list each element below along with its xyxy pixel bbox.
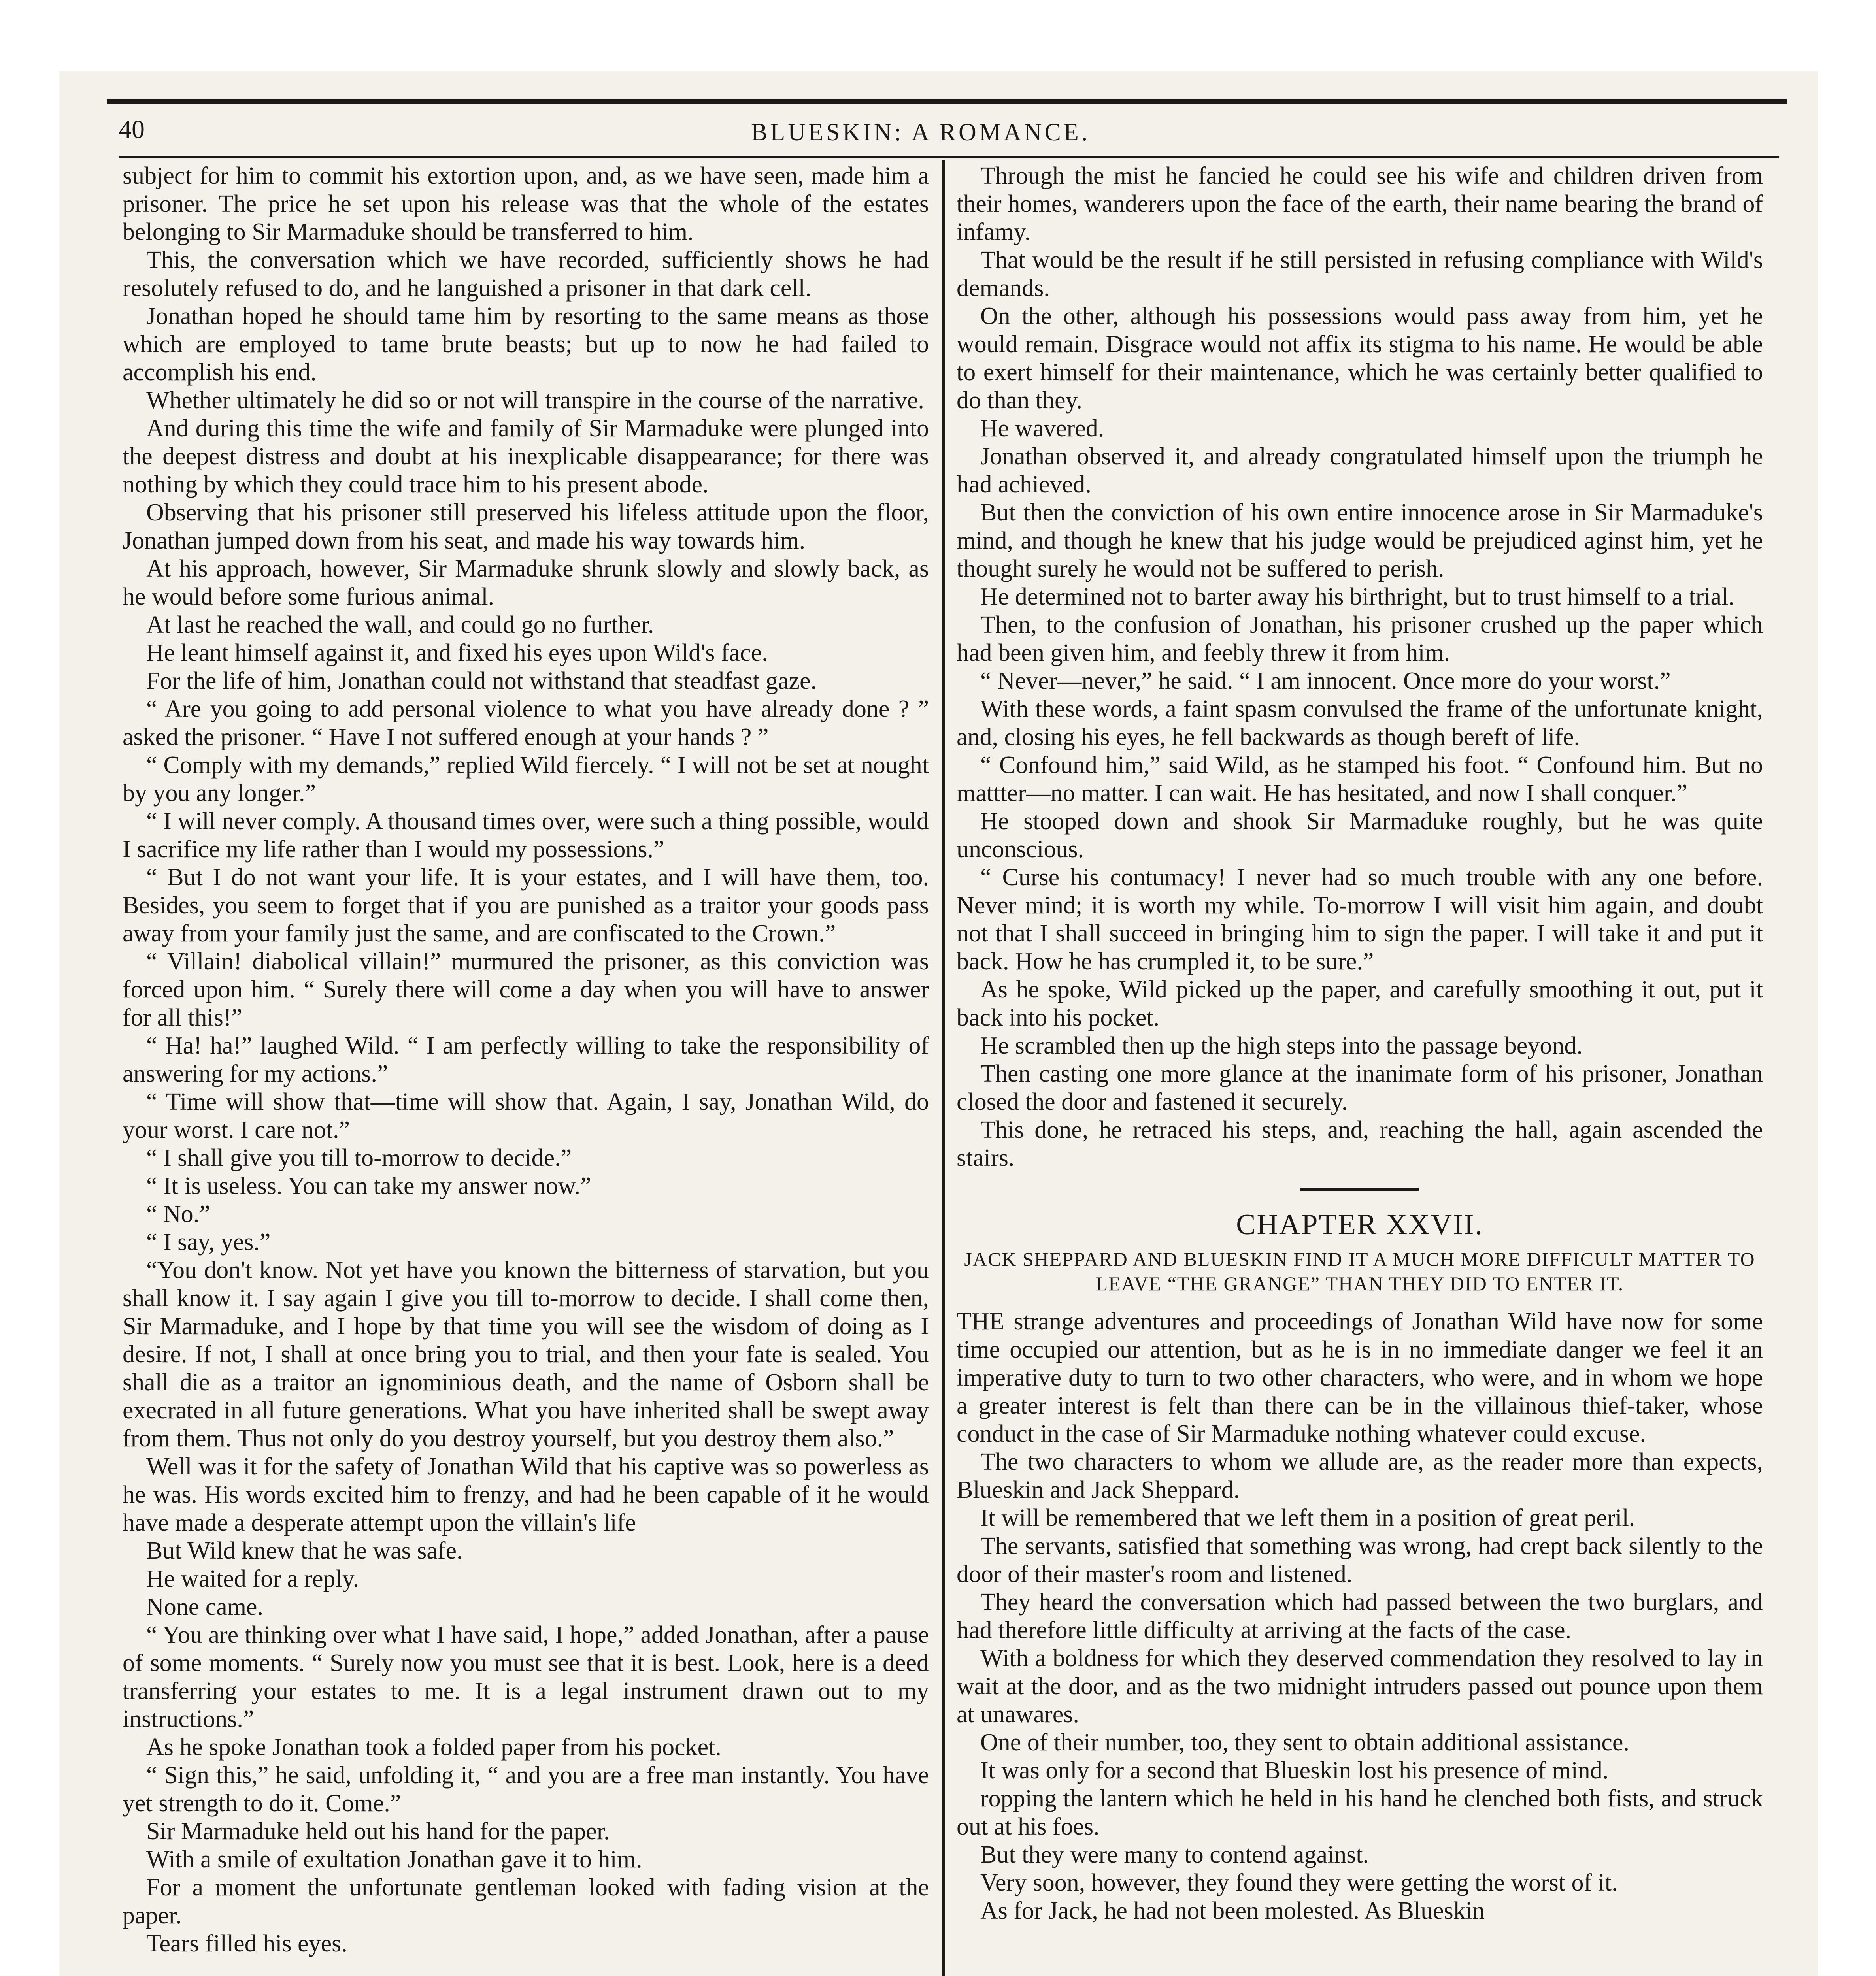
paragraph: “ Never—never,” he said. “ I am innocent. Once more do your worst.” [980, 667, 1671, 694]
paragraph: On the other, although his possessions would pass away from him, yet he would remain. Disgrace would not affix its stigma to his name. He would be able to exert himself for their maintenance, which he was certainly better qualified to do than they. [957, 303, 1763, 414]
right-column [957, 162, 1763, 1925]
paragraph: For a moment the unfortunate gentleman looked with fading vision at the paper. [123, 1874, 929, 1929]
running-title: BLUESKIN: A ROMANCE. [751, 119, 1091, 146]
left-column [123, 162, 929, 1958]
paragraph: Very soon, however, they found they were getting the worst of it. [980, 1869, 1618, 1896]
paragraph: “You don't know. Not yet have you known the bitterness of starvation, but you shall know it. I say again I give you till to-morrow to decide. I shall come then, Sir Marmaduke, and I hope by that time you will see the wisdom of doing as I desire. If not, I shall at once bring you to trial, and then your fate is sealed. You shall die as a traitor an ignominious death, and the name of Osborn shall be execrated in all future generations. What you have inherited shall be swept away from them. Thus not only do you destroy yourself, but you destroy them also.” [123, 1257, 929, 1452]
paragraph: Tears filled his eyes. [146, 1930, 347, 1957]
paragraph: But Wild knew that he was safe. [146, 1537, 463, 1564]
paragraph: Then casting one more glance at the inanimate form of his prisoner, Jonathan closed the door and fastened it securely. [957, 1060, 1763, 1115]
paragraph: Jonathan hoped he should tame him by resorting to the same means as those which are employed to tame brute beasts; but up to now he had failed to accomplish his end. [123, 303, 929, 386]
paragraph: Observing that his prisoner still preserved his lifeless attitude upon the floor, Jonathan jumped down from his seat, and made his way towards him. [123, 499, 929, 554]
right-column-top [957, 162, 1763, 1172]
paragraph: As he spoke, Wild picked up the paper, and carefully smoothing it out, put it back into his pocket. [957, 976, 1763, 1031]
paragraph: He wavered. [980, 415, 1104, 442]
page-number: 40 [119, 115, 145, 144]
paragraph: Sir Marmaduke held out his hand for the paper. [146, 1818, 610, 1845]
paragraph: “ Confound him,” said Wild, as he stamped his foot. “ Confound him. But no mattter—no matter. I can wait. He has hesitated, and now I shall conquer.” [957, 752, 1763, 807]
paragraph: Through the mist he fancied he could see his wife and children driven from their homes, wanderers upon the face of the earth, their name bearing the brand of infamy. [957, 162, 1763, 245]
paragraph: “ You are thinking over what I have said, I hope,” added Jonathan, after a pause of some moments. “ Surely now you must see that it is best. Look, here is a deed transferring your estates to me. It is a legal instrument drawn out to my instructions.” [123, 1622, 929, 1733]
paragraph: He determined not to barter away his birthright, but to trust himself to a trial. [980, 583, 1734, 610]
paragraph: “ Villain! diabolical villain!” murmured the prisoner, as this conviction was forced upon him. “ Surely there will come a day when you will have to answer for all this!” [123, 948, 929, 1031]
paragraph: “ I shall give you till to-morrow to decide.” [146, 1144, 572, 1171]
chapter-subtitle: JACK SHEPPARD AND BLUESKIN FIND IT A MUCH MORE DIFFICULT MATTER TO LEAVE “THE GRANGE” THAN THEY DID TO ENTER IT. [964, 1248, 1755, 1295]
top-rule [107, 99, 1787, 104]
paragraph: With a smile of exultation Jonathan gave it to him. [146, 1846, 642, 1873]
paragraph: “ No.” [146, 1201, 210, 1227]
paragraph: “ Are you going to add personal violence to what you have already done ? ” asked the prisoner. “ Have I not suffered enough at your hands ? ” [123, 696, 929, 750]
paragraph: He scrambled then up the high steps into the passage beyond. [980, 1032, 1583, 1059]
paragraph: “ Time will show that—time will show that. Again, I say, Jonathan Wild, do your worst. I care not.” [123, 1088, 929, 1143]
paragraph: With these words, a faint spasm convulsed the frame of the unfortunate knight, and, closing his eyes, he fell backwards as though bereft of life. [957, 696, 1763, 750]
paragraph: None came. [146, 1593, 264, 1620]
chapter-title: CHAPTER XXVII. [1236, 1209, 1483, 1241]
paragraph: At his approach, however, Sir Marmaduke shrunk slowly and slowly back, as he would before some furious animal. [123, 555, 929, 610]
paragraph: “ Curse his contumacy! I never had so much trouble with any one before. Never mind; it is worth my while. To-morrow I will visit him again, and doubt not that I shall succeed in bringing him to sign the paper. I will take it and put it back. How he has crumpled it, to be sure.” [957, 864, 1763, 975]
paragraph: That would be the result if he still persisted in refusing compliance with Wild's demands. [957, 247, 1763, 302]
paragraph: For the life of him, Jonathan could not withstand that steadfast gaze. [146, 667, 817, 694]
header-rule [119, 156, 1779, 158]
paragraph: “ It is useless. You can take my answer now.” [146, 1173, 591, 1199]
paragraph: But they were many to contend against. [980, 1841, 1369, 1868]
chapter-rule [1300, 1188, 1419, 1191]
paragraph: “ Sign this,” he said, unfolding it, “ and you are a free man instantly. You have yet strength to do it. Come.” [123, 1762, 929, 1817]
column-divider [942, 160, 945, 1976]
paragraph: The servants, satisfied that something was wrong, had crept back silently to the door of their master's room and listened. [957, 1533, 1763, 1588]
paragraph: He waited for a reply. [146, 1565, 359, 1592]
paragraph: They heard the conversation which had passed between the two burglars, and had therefore little difficulty at arriving at the facts of the case. [957, 1589, 1763, 1644]
paragraph: One of their number, too, they sent to obtain additional assistance. [980, 1729, 1629, 1756]
paragraph: And during this time the wife and family of Sir Marmaduke were plunged into the deepest distress and doubt at his inexplicable disappearance; for there was nothing by which they could trace him to his present abode. [123, 415, 929, 498]
paragraph: The two characters to whom we allude are, as the reader more than expects, Blueskin and Jack Sheppard. [957, 1448, 1763, 1503]
right-column-bottom [957, 1308, 1763, 1925]
paragraph: But then the conviction of his own entire innocence arose in Sir Marmaduke's mind, and though he knew that his judge would be prejudiced aginst him, yet he thought surely he would not be suffered to perish. [957, 499, 1763, 582]
paragraph: “ I will never comply. A thousand times over, were such a thing possible, would I sacrifice my life rather than I would my possessions.” [123, 808, 929, 863]
paragraph: Whether ultimately he did so or not will transpire in the course of the narrative. [146, 387, 924, 414]
paragraph: He stooped down and shook Sir Marmaduke roughly, but he was quite unconscious. [957, 808, 1763, 863]
paragraph: It was only for a second that Blueskin lost his presence of mind. [980, 1757, 1609, 1784]
paragraph: “ But I do not want your life. It is your estates, and I will have them, too. Besides, you seem to forget that if you are punished as a traitor your goods pass away from your family just the same, and are confiscated to the Crown.” [123, 864, 929, 947]
paragraph: Well was it for the safety of Jonathan Wild that his captive was so powerless as he was. His words excited him to frenzy, and had he been capable of it he would have made a desperate attempt upon the villain's life [123, 1453, 929, 1536]
paragraph: With a boldness for which they deserved commendation they resolved to lay in wait at the door, and as the two midnight intruders passed out pounce upon them at unawares. [957, 1645, 1763, 1728]
paragraph: It will be remembered that we left them in a position of great peril. [980, 1505, 1635, 1531]
paragraph: ropping the lantern which he held in his hand he clenched both fists, and struck out at his foes. [957, 1785, 1763, 1840]
paragraph: “ Comply with my demands,” replied Wild fiercely. “ I will not be set at nought by you any longer.” [123, 752, 929, 807]
paragraph: Jonathan observed it, and already congratulated himself upon the triumph he had achieved. [957, 443, 1763, 498]
paragraph: As he spoke Jonathan took a folded paper from his pocket. [146, 1734, 721, 1761]
paragraph: He leant himself against it, and fixed his eyes upon Wild's face. [146, 639, 768, 666]
paragraph: This, the conversation which we have recorded, sufficiently shows he had resolutely refused to do, and he languished a prisoner in that dark cell. [123, 247, 929, 302]
paragraph: As for Jack, he had not been molested. As Blueskin [980, 1897, 1485, 1924]
paragraph: subject for him to commit his extortion upon, and, as we have seen, made him a prisoner. The price he set upon his release was that the whole of the estates belonging to Sir Marmaduke should be transferred to him. [123, 162, 929, 245]
paragraph: Then, to the confusion of Jonathan, his prisoner crushed up the paper which had been given him, and feebly threw it from him. [957, 611, 1763, 666]
paragraph: This done, he retraced his steps, and, reaching the hall, again ascended the stairs. [957, 1116, 1763, 1171]
paragraph: At last he reached the wall, and could go no further. [146, 611, 654, 638]
paragraph: “ I say, yes.” [146, 1229, 271, 1256]
paragraph: THE strange adventures and proceedings of Jonathan Wild have now for some time occupied our attention, but as he is in no immediate danger we feel it an imperative duty to turn to two other characters, who were, and in whom we hope a greater interest is felt than there can be in the villainous thief-taker, whose conduct in the case of Sir Marmaduke nothing whatever could excuse. [957, 1308, 1763, 1447]
paragraph: “ Ha! ha!” laughed Wild. “ I am perfectly willing to take the responsibility of answering for my actions.” [123, 1032, 929, 1087]
